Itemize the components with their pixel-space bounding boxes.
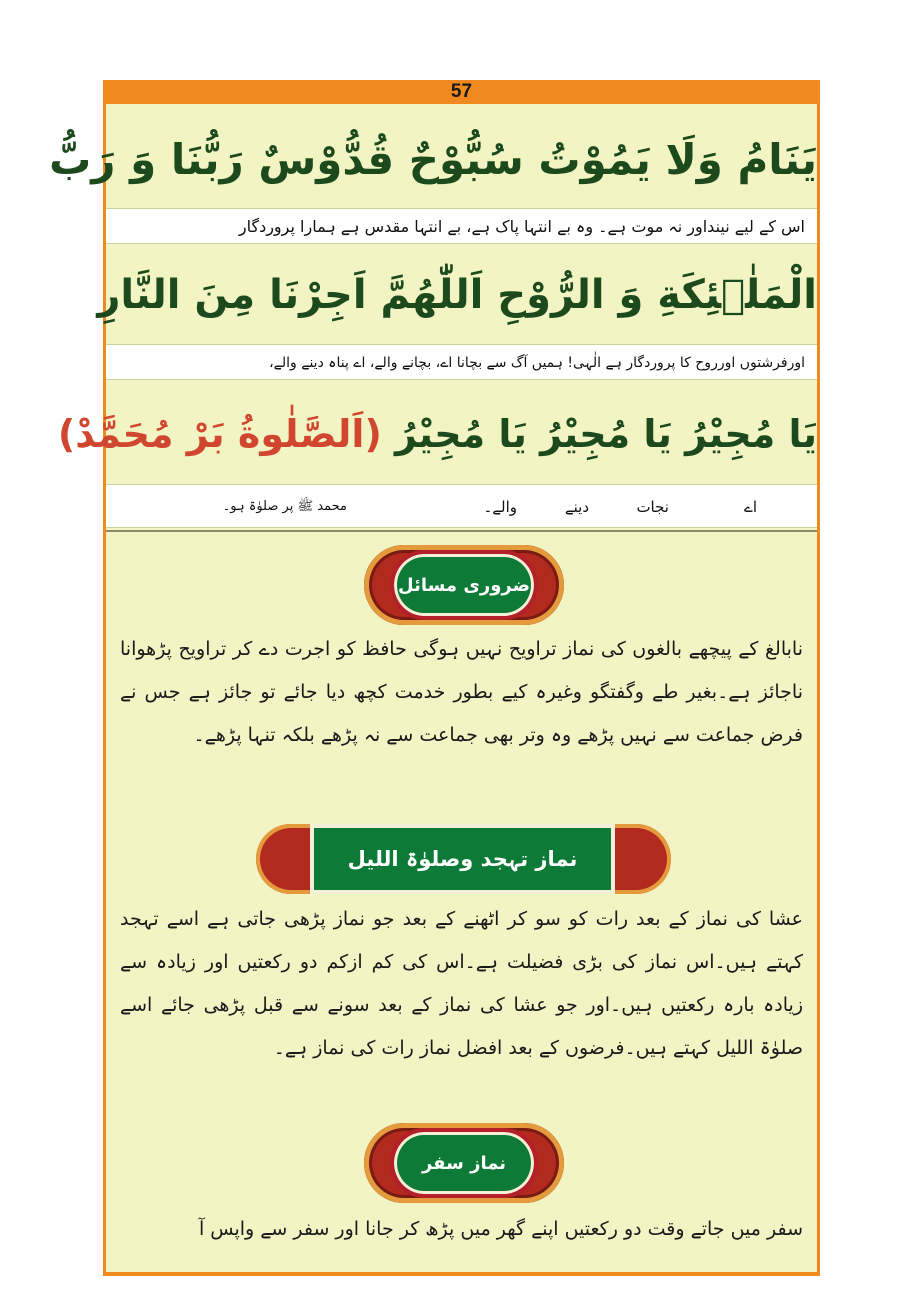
- divider: [106, 530, 817, 532]
- banner-ornament-left: [256, 824, 316, 894]
- translation-line-3: [106, 484, 817, 528]
- arabic-invocation: يَا مُجِيْرُ يَا مُجِيْرُ يَا مُجِيْرُ: [395, 412, 817, 456]
- arabic-line-1: يَنَامُ وَلَا يَمُوْتُ سُبُّوْحٌ قُدُّوْسٌ رَبُّنَا وَ رَبُّ: [49, 135, 817, 184]
- translation-line-1: اس کے لیے نینداور نہ موت ہے۔ وہ بے انتہا پاک ہے، بے انتہا مقدس ہے ہمارا پروردگار: [106, 208, 817, 244]
- translation-word: نجات: [636, 498, 669, 516]
- translation-word: دینے: [564, 498, 589, 516]
- paragraph: سفر میں جاتے وقت دو رکعتیں اپنے گھر میں پڑھ کر جانا اور سفر سے واپس آ: [198, 1218, 803, 1240]
- paragraph: نابالغ کے پیچھے بالغوں کی نماز تراویح نہیں ہوگی حافظ کو اجرت دے کر تراویح پڑھوانا ناجائز ہے۔بغیر طے وگفتگو وغیرہ کیے بطور خدمت کچھ دیا جائے تو جائز ہے جس نے فرض جماعت سے نہیں پڑھے وہ وتر بھی جماعت سے نہ پڑھے بلکہ تنہا پڑھے۔: [120, 638, 803, 746]
- arabic-line-2: الْمَلٰۤئِكَةِ وَ الرُّوْحِ اَللّٰهُمَّ اَجِرْنَا مِنَ النَّارِ: [97, 272, 817, 318]
- section-heading: ضروری مسائل: [394, 554, 534, 616]
- page-number: 57: [106, 80, 817, 104]
- section-heading-banner: نماز تہجد وصلوٰۃ اللیل: [310, 824, 615, 894]
- arabic-line-3: [57, 386, 817, 482]
- translation-word: والے۔: [483, 498, 517, 516]
- salawat-text: (اَلصَّلٰوةُ بَرْ مُحَمَّدْ): [57, 412, 382, 456]
- translation-line-2: اورفرشتوں اورروح کا پروردگار ہے الٰہی! ہمیں آگ سے بچانا اے، بچانے والے، اے پناہ دینے والے،: [106, 344, 817, 380]
- section-heading: نماز سفر: [394, 1132, 534, 1194]
- book-page: [49, 80, 820, 1276]
- paragraph: عشا کی نماز کے بعد رات کو سو کر اٹھنے کے بعد جو نماز پڑھی جاتی ہے اسے تہجد کہتے ہیں۔اس نماز کی بڑی فضیلت ہے۔اس کی کم ازکم دو رکعتیں اور زیادہ سے زیادہ بارہ رکعتیں ہیں۔اور جو عشا کی نماز کے بعد سونے سے قبل پڑھی جائے اسے صلوٰۃ اللیل کہتے ہیں۔فرضوں کے بعد افضل نماز رات کی نماز ہے۔: [120, 908, 803, 1059]
- translation-word: اے: [744, 498, 757, 516]
- translation-salawat: محمد ﷺ پر صلوٰۃ ہو۔: [222, 499, 347, 514]
